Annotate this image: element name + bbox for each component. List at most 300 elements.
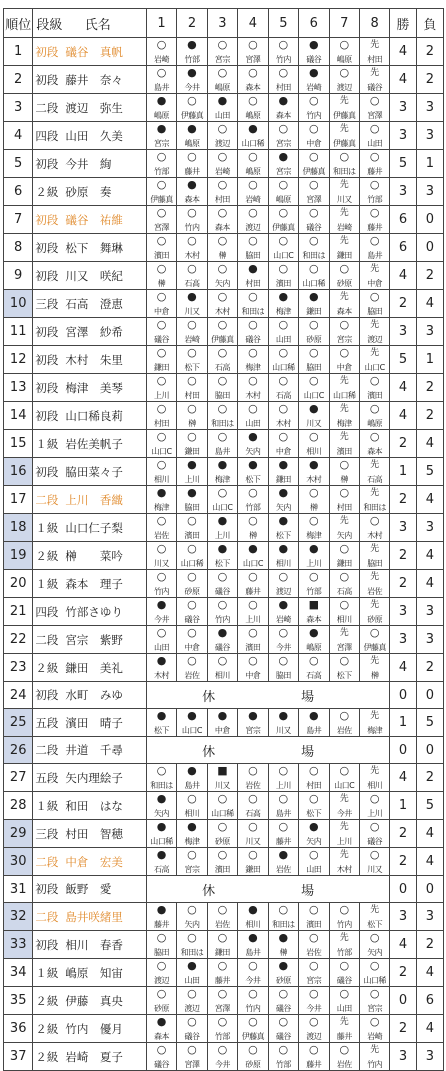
rank-cell: 5 (4, 150, 33, 178)
opponent-name: 山田 (184, 976, 200, 986)
header-round-1: 1 (146, 9, 176, 38)
game-cell (146, 38, 176, 66)
grade-label: １級 (35, 520, 59, 535)
opponent-name: 山口稀 (302, 279, 326, 288)
rank-cell: 27 (4, 764, 33, 792)
opponent-name: 砂原 (154, 1004, 170, 1014)
opponent-name: 川又 (245, 837, 261, 847)
opponent-name: 相川 (336, 615, 352, 624)
losses-cell: 2 (416, 931, 443, 959)
grade-label: 初段 (35, 937, 59, 952)
win-mark-icon: ○ (217, 959, 228, 973)
game-cell (268, 346, 298, 374)
loss-mark-icon: ● (156, 486, 167, 499)
header-round-7: 7 (329, 9, 359, 38)
losses-cell: 1 (416, 346, 443, 374)
opponent-name: 村田 (184, 391, 200, 400)
game-cell (177, 234, 207, 262)
loss-mark-icon: ● (308, 626, 319, 639)
loss-mark-icon: ● (248, 122, 258, 135)
win-mark-icon: ○ (217, 1015, 228, 1029)
table-row (4, 234, 444, 262)
table-row (4, 206, 444, 234)
player-name: 石高 澄恵 (65, 296, 123, 311)
opponent-name: 木村 (184, 251, 200, 260)
wins-cell: 6 (390, 206, 416, 234)
win-mark-icon: ○ (369, 402, 380, 415)
game-cell (329, 94, 359, 122)
game-cell (177, 792, 207, 820)
player-name: 梅津 美琴 (65, 380, 123, 395)
win-mark-icon: ○ (156, 430, 167, 443)
game-cell (207, 290, 237, 318)
table-row (4, 903, 444, 931)
player-name: 礒谷 真帆 (65, 44, 123, 59)
win-mark-icon: ○ (217, 792, 228, 806)
win-mark-icon: ○ (369, 792, 380, 806)
win-mark-icon: ○ (156, 931, 167, 945)
wins-cell: 3 (390, 903, 416, 931)
losses-cell: 2 (416, 374, 443, 402)
player-cell (33, 598, 146, 626)
game-cell (207, 792, 237, 820)
opponent-name: 石高 (306, 671, 322, 680)
sente-label: 先 (370, 488, 380, 498)
loss-mark-icon: ● (156, 598, 167, 611)
opponent-name: 山口稀 (272, 363, 295, 372)
win-mark-icon: ○ (187, 346, 197, 359)
rank-cell: 10 (4, 290, 33, 318)
loss-mark-icon: ● (187, 959, 197, 973)
win-mark-icon: ○ (308, 931, 319, 945)
header-round-2: 2 (177, 9, 207, 38)
grade-label: １級 (35, 576, 59, 591)
game-cell (177, 206, 207, 234)
table-row (4, 737, 444, 764)
table-row (4, 262, 444, 290)
wins-cell: 1 (390, 709, 416, 737)
table-row (4, 931, 444, 959)
rank-cell: 29 (4, 820, 33, 848)
opponent-name: 岩佐 (275, 865, 291, 875)
losses-cell: 6 (416, 987, 443, 1015)
opponent-name: 脇田 (306, 363, 322, 372)
grade-label: ２級 (35, 548, 59, 563)
player-cell (33, 38, 146, 66)
opponent-name: 礒谷 (367, 83, 383, 92)
opponent-name: 鎌田 (336, 559, 352, 568)
rank-cell: 6 (4, 178, 33, 206)
rank-cell: 34 (4, 959, 33, 987)
opponent-name: 森本 (245, 83, 261, 92)
win-mark-icon: ○ (187, 150, 197, 163)
opponent-name: 川又 (214, 781, 230, 791)
game-cell (207, 542, 237, 570)
opponent-name: 榊 (340, 475, 348, 484)
rank-cell: 28 (4, 792, 33, 820)
opponent-name: 榊 (310, 503, 318, 512)
wins-cell: 0 (390, 987, 416, 1015)
opponent-name: 和田は (211, 419, 234, 428)
losses-cell: 2 (416, 402, 443, 430)
game-cell (268, 458, 298, 486)
opponent-name: 中倉 (336, 363, 352, 372)
loss-mark-icon: ● (217, 542, 228, 555)
win-mark-icon: ○ (156, 514, 167, 527)
win-mark-icon: ○ (369, 626, 380, 639)
losses-cell: 0 (416, 206, 443, 234)
opponent-name: 鎌田 (336, 251, 352, 260)
losses-cell: 5 (416, 792, 443, 820)
win-mark-icon: ○ (156, 206, 167, 219)
win-mark-icon: ○ (156, 570, 167, 583)
game-cell (146, 318, 176, 346)
opponent-name: 宮宗 (306, 976, 322, 986)
win-mark-icon: ○ (278, 38, 289, 51)
grade-label: ２級 (35, 1021, 59, 1036)
game-cell (177, 626, 207, 654)
win-mark-icon: ○ (308, 514, 319, 527)
win-mark-icon: ○ (278, 626, 289, 639)
opponent-name: 藤井 (367, 167, 383, 176)
table-row (4, 374, 444, 402)
opponent-name: 嶋原 (245, 111, 261, 120)
grade-label: ２級 (35, 184, 59, 199)
opponent-name: 村田 (245, 279, 261, 288)
opponent-name: 上川 (154, 391, 170, 400)
game-cell (268, 150, 298, 178)
game-cell (299, 654, 329, 682)
game-cell (177, 458, 207, 486)
game-cell (177, 262, 207, 290)
opponent-name: 相川 (184, 809, 200, 819)
game-cell (359, 290, 389, 318)
player-name: 山口仁子梨 (65, 520, 123, 535)
opponent-name: 礒谷 (154, 1060, 170, 1070)
grade-label: １級 (35, 436, 59, 451)
player-name: 渡辺 弥生 (65, 100, 123, 115)
game-cell (299, 514, 329, 542)
opponent-name: 和田は (332, 167, 356, 176)
opponent-name: 森本 (306, 615, 322, 624)
win-mark-icon: ○ (369, 150, 380, 163)
win-mark-icon: ○ (369, 206, 380, 219)
game-cell (177, 122, 207, 150)
game-cell (238, 402, 268, 430)
losses-cell: 2 (416, 654, 443, 682)
win-mark-icon: ○ (278, 318, 289, 331)
game-cell (268, 486, 298, 514)
game-cell (146, 987, 176, 1015)
opponent-name: 石高 (184, 279, 200, 288)
game-cell (238, 903, 268, 931)
game-cell (299, 206, 329, 234)
game-cell (329, 598, 359, 626)
win-mark-icon: ○ (308, 792, 319, 806)
game-cell (238, 346, 268, 374)
game-cell (359, 764, 389, 792)
opponent-name: 村田 (154, 419, 170, 428)
win-mark-icon: ○ (308, 346, 319, 359)
game-cell (359, 626, 389, 654)
opponent-name: 村田 (306, 781, 322, 791)
win-mark-icon: ○ (248, 290, 258, 303)
player-cell (33, 1015, 146, 1043)
opponent-name: 松下 (306, 809, 322, 819)
player-cell (33, 570, 146, 598)
player-cell (33, 820, 146, 848)
player-cell (33, 178, 146, 206)
game-cell (207, 234, 237, 262)
wins-cell: 4 (390, 931, 416, 959)
opponent-name: 上川 (336, 837, 352, 847)
player-cell (33, 458, 146, 486)
game-cell (359, 318, 389, 346)
opponent-name: 木村 (275, 419, 291, 428)
game-cell (177, 959, 207, 987)
game-cell (207, 486, 237, 514)
opponent-name: 木村 (154, 671, 170, 680)
win-mark-icon: ○ (217, 206, 228, 219)
win-mark-icon: ○ (369, 959, 380, 973)
player-name: 相川 春香 (65, 937, 123, 952)
wins-cell: 3 (390, 122, 416, 150)
sente-label: 先 (339, 124, 349, 134)
opponent-name: 嶋原 (184, 139, 200, 148)
player-cell (33, 654, 146, 682)
game-cell (238, 66, 268, 94)
opponent-name: 矢内 (154, 809, 170, 819)
grade-label: 初段 (35, 72, 59, 87)
loss-mark-icon: ● (248, 903, 258, 917)
win-mark-icon: ○ (248, 848, 258, 862)
game-cell (329, 234, 359, 262)
win-mark-icon: ○ (369, 94, 380, 107)
opponent-name: 鎌田 (184, 447, 200, 456)
opponent-name: 山口稀 (241, 139, 265, 148)
win-mark-icon: ○ (217, 848, 228, 862)
sente-label: 先 (339, 208, 349, 218)
opponent-name: 竹部 (336, 948, 352, 958)
win-mark-icon: ○ (369, 987, 380, 1001)
game-cell (238, 234, 268, 262)
loss-mark-icon: ● (217, 94, 228, 107)
wins-cell: 3 (390, 1043, 416, 1071)
win-mark-icon: ○ (278, 234, 289, 247)
win-mark-icon: ○ (339, 458, 350, 471)
win-mark-icon: ○ (187, 931, 197, 945)
game-cell (359, 987, 389, 1015)
opponent-name: 山田 (275, 335, 291, 344)
game-cell (359, 150, 389, 178)
game-cell (329, 290, 359, 318)
opponent-name: 梅津 (214, 475, 230, 484)
game-cell (207, 931, 237, 959)
win-mark-icon: ○ (156, 346, 167, 359)
rank-cell: 36 (4, 1015, 33, 1043)
game-cell (299, 486, 329, 514)
player-cell (33, 542, 146, 570)
game-cell (238, 1043, 268, 1071)
opponent-name: 和田は (363, 503, 386, 512)
table-row (4, 626, 444, 654)
table-row (4, 1043, 444, 1071)
game-cell (207, 122, 237, 150)
win-mark-icon: ○ (308, 318, 319, 331)
win-mark-icon: ○ (308, 987, 319, 1001)
opponent-name: 竹部 (275, 1060, 291, 1070)
win-mark-icon: ○ (308, 959, 319, 973)
loss-mark-icon: ● (217, 709, 228, 723)
player-cell (33, 709, 146, 737)
win-mark-icon: ○ (369, 430, 380, 443)
player-cell (33, 402, 146, 430)
opponent-name: 梅津 (245, 363, 261, 372)
sente-label: 先 (339, 236, 349, 246)
opponent-name: 中倉 (367, 279, 383, 288)
losses-cell: 3 (416, 94, 443, 122)
game-cell (268, 402, 298, 430)
standings-table (3, 8, 444, 1071)
opponent-name: 松下 (336, 671, 352, 680)
game-cell (207, 959, 237, 987)
opponent-name: 宮宗 (275, 139, 291, 148)
game-cell (146, 458, 176, 486)
opponent-name: 山口C (334, 781, 355, 791)
game-cell (329, 1015, 359, 1043)
opponent-name: 鎌田 (306, 307, 322, 316)
game-cell (268, 206, 298, 234)
opponent-name: 渡辺 (336, 83, 352, 92)
game-cell (146, 374, 176, 402)
win-mark-icon: ○ (156, 38, 167, 51)
game-cell (177, 654, 207, 682)
losses-cell: 0 (416, 234, 443, 262)
win-mark-icon: ○ (217, 430, 228, 443)
opponent-name: 鎌田 (214, 948, 230, 958)
opponent-name: 和田は (150, 781, 173, 791)
rank-cell: 15 (4, 430, 33, 458)
grade-label: 初段 (35, 352, 59, 367)
sente-label: 先 (370, 68, 380, 78)
opponent-name: 山口稀 (332, 391, 356, 400)
opponent-name: 竹内 (275, 55, 291, 64)
opponent-name: 今井 (154, 615, 170, 624)
losses-cell: 4 (416, 1015, 443, 1043)
game-cell (359, 820, 389, 848)
game-cell (238, 430, 268, 458)
game-cell (177, 486, 207, 514)
game-cell (177, 987, 207, 1015)
grade-label: ２級 (35, 660, 59, 675)
win-mark-icon: ○ (339, 570, 350, 583)
win-mark-icon: ○ (369, 290, 380, 303)
win-mark-icon: ○ (217, 262, 228, 275)
rank-cell: 4 (4, 122, 33, 150)
opponent-name: 相川 (214, 671, 230, 680)
rank-cell: 13 (4, 374, 33, 402)
opponent-name: 竹内 (154, 587, 170, 596)
sente-label: 先 (339, 376, 349, 386)
losses-cell: 3 (416, 1043, 443, 1071)
game-cell (299, 903, 329, 931)
opponent-name: 嶋原 (306, 643, 322, 652)
game-cell (299, 234, 329, 262)
absence-cell: 休 場 (146, 876, 390, 903)
opponent-name: 岩佐 (245, 781, 261, 791)
sente-label: 先 (339, 822, 349, 833)
win-mark-icon: ○ (156, 458, 167, 471)
opponent-name: 相川 (154, 475, 170, 484)
opponent-name: 竹部 (245, 503, 261, 512)
player-cell (33, 682, 146, 709)
sente-label: 先 (370, 766, 380, 777)
game-cell (299, 402, 329, 430)
game-cell (177, 903, 207, 931)
opponent-name: 礒谷 (245, 335, 261, 344)
game-cell (268, 1015, 298, 1043)
player-name: 山口稀良莉 (65, 408, 123, 423)
opponent-name: 矢内 (245, 447, 261, 456)
grade-label: 初段 (35, 240, 59, 255)
opponent-name: 砂原 (306, 335, 322, 344)
game-cell (177, 931, 207, 959)
game-cell (359, 234, 389, 262)
player-cell (33, 374, 146, 402)
wins-cell: 3 (390, 598, 416, 626)
sente-label: 先 (339, 292, 349, 302)
game-cell (238, 654, 268, 682)
table-row (4, 66, 444, 94)
opponent-name: 嶋原 (245, 167, 261, 176)
header-round-4: 4 (238, 9, 268, 38)
win-mark-icon: ○ (278, 570, 289, 583)
game-cell (359, 430, 389, 458)
win-mark-icon: ○ (156, 402, 167, 415)
opponent-name: 伊藤真 (332, 111, 356, 120)
win-mark-icon: ○ (248, 346, 258, 359)
game-cell (329, 903, 359, 931)
win-mark-icon: ○ (369, 374, 380, 387)
game-cell (359, 346, 389, 374)
opponent-name: 森本 (336, 307, 352, 316)
opponent-name: 森本 (367, 447, 383, 456)
sente-label: 先 (339, 628, 349, 638)
opponent-name: 上川 (275, 781, 291, 791)
player-name: 今井 絢 (65, 156, 112, 171)
opponent-name: 榊 (188, 419, 196, 428)
opponent-name: 礒谷 (306, 55, 322, 64)
opponent-name: 脇田 (367, 559, 383, 568)
game-cell (207, 458, 237, 486)
game-cell (299, 1015, 329, 1043)
win-mark-icon: ○ (369, 820, 380, 834)
player-name: 上川 香織 (65, 492, 123, 507)
game-cell (177, 1015, 207, 1043)
opponent-name: 矢内 (367, 948, 383, 958)
loss-mark-icon: ● (156, 792, 167, 806)
opponent-name: 中倉 (245, 671, 261, 680)
win-mark-icon: ○ (339, 486, 350, 499)
game-cell (238, 598, 268, 626)
win-mark-icon: ○ (278, 764, 289, 778)
table-row (4, 792, 444, 820)
game-cell (268, 820, 298, 848)
win-mark-icon: ○ (248, 38, 258, 51)
opponent-name: 礒谷 (214, 587, 230, 596)
game-cell (146, 66, 176, 94)
opponent-name: 相川 (367, 781, 383, 791)
